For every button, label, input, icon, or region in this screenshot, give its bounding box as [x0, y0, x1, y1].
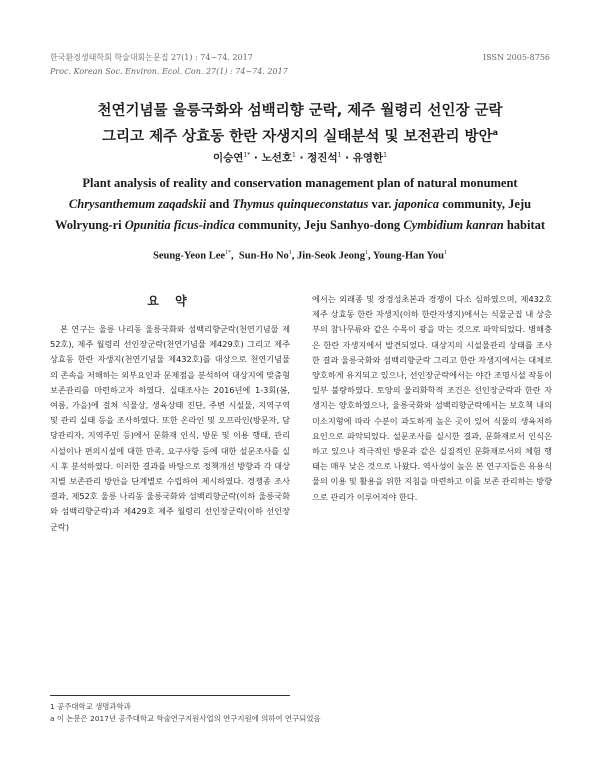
korean-authors: 이승연$^{1*}$ · 노선호$^1$ · 정진석$^1$ · 유영한$^1$ [213, 151, 387, 164]
journal-citation-ko: 한국환경생태학회 학술대회논문집 27(1) : 74~74. 2017 [50, 53, 253, 62]
author-en: Sun-Ho No [238, 250, 289, 262]
author-ko: 노선호 [261, 152, 293, 164]
abstract-heading: 요 약 [147, 294, 193, 308]
footnote-divider [50, 695, 290, 696]
korean-title-line1: 천연기념물 울릉국화와 섬백리향 군락, 제주 월령리 선인장 군락 [97, 103, 503, 119]
author-ko: 이승연 [213, 152, 244, 164]
abstract-left-column: 본 연구는 울릉 나리동 울릉국화와 섬백리향군락(천연기념물 제52호), 제주 월령리 선인장군락(천연기념물 제429호) 그리고 제주 상효동 한란 자생지(천연기념물 제432호)를 대상으로 천연기념물의 존속을 저해하는 외부요인과 문제점을 분석하여 대상지에 맞춤형 보존관리를 마련하고자 하였다. 실태조사는 2016년에 1-3회(봄, 여름, 가을)에 걸쳐 식물상, 생육상태 진단, 주변 시설물, 지역구역 및 관리 실태 등을 조사하였다. 또한 온라인 및 오프라인(방문자, 담당관리자, 지역주민 등)에서 문화재 인식, 방문 및 이용 행태, 관리시설이나 편의시설에 대한 만족, 요구사항 등에 대한 설문조사를 실시 후 분석하였다. 이러한 결과를 바탕으로 정책개선 방향과 각 대상지별 보존관리 방안을 단계별로 수립하여 제시하였다. 경쟁종 조사 결과, 제52호 울릉 나리동 울릉국화와 섬백리향군락(이하 울릉국화와 섬백리향군락)과 제429호 제주 월령리 선인장군락(이하 선인장군락) [50, 324, 290, 532]
issn: ISSN 2005-8756 [483, 53, 550, 62]
korean-title-line2: 그리고 제주 상효동 한란 자생지의 실태분석 및 보전관리 방안$^a$ [102, 128, 498, 145]
author-ko: 정진석 [307, 152, 338, 164]
author-ko: 유영한 [352, 152, 384, 164]
author-en: Seung-Yeon Lee [152, 250, 226, 262]
korean-title [60, 100, 540, 148]
author-en: Jin-Seok Jeong [297, 250, 366, 262]
footnote-funding: a 이 논문은 2017년 공주대학교 학술연구지원사업의 연구지원에 의하여 연구되었음 [50, 714, 321, 723]
title-note-mark: a [492, 128, 498, 137]
english-title-line3: Wolryung-ri Opunitia ficus-indica community, Jeju Sanhyo-dong Cymbidium kanran habitat [54, 218, 546, 232]
english-authors: Seung-Yeon Lee$^{1*}$, Sun-Ho No$^1$, Jin-Seok Jeong$^1$, Young-Han You$^1$ [152, 250, 447, 262]
footnote-affiliation: 1 공주대학교 생명과학과 [50, 702, 131, 711]
english-title [40, 173, 560, 236]
running-header [50, 51, 550, 79]
abstract-right-column: 에서는 외래종 및 장경성초본과 경쟁이 다소 심하였으며, 제432호 제주 상효동 한란 자생지(이하 한란자생지)에서는 식물군집 내 상층부의 참나무류와 같은 수목이 광을 막는 것으로 파악되었다. 병해충은 한란 자생지에서 발견되었다. 대상지의 시설물관리 상태를 조사한 결과 울릉국화와 섬백리향군락 그리고 한란 자생지에서는 대체로 양호하게 유지되고 있으나, 선인장군락에서는 야간 조명시설 작동이 일부 불량하였다. 토양의 물리화학적 조건은 선인장군락과 한란 자생지는 양호하였으나, 울릉국화와 섬백리향군락에서는 보호책 내의 미소지형에 따라 수분이 과도하게 높은 곳이 있어 식물의 생육저하 요인으로 파악되었다. 설문조사를 실시한 결과, 문화재로서 인식은 하고 있으나 적극적인 방문과 같은 실질적인 문화재로서의 체험 행태는 매우 낮은 것으로 나왔다. 역사성이 높은 본 연구지들은 유용식물의 이용 및 활용을 위한 지침을 마련하고 이를 보존 관리하는 방향으로 관리가 이루어져야 한다. [312, 294, 552, 502]
author-en: Young-Han You [372, 250, 444, 262]
english-title-line1: Plant analysis of reality and conservation management plan of natural monument [82, 176, 518, 190]
english-title-line2: Chrysanthemum zaqadskii and Thymus quinqueconstatus var. japonica community, Jeju [68, 197, 532, 211]
journal-citation-en: Proc. Korean Soc. Environ. Ecol. Con. 27(1) : 74~74. 2017 [50, 67, 288, 76]
